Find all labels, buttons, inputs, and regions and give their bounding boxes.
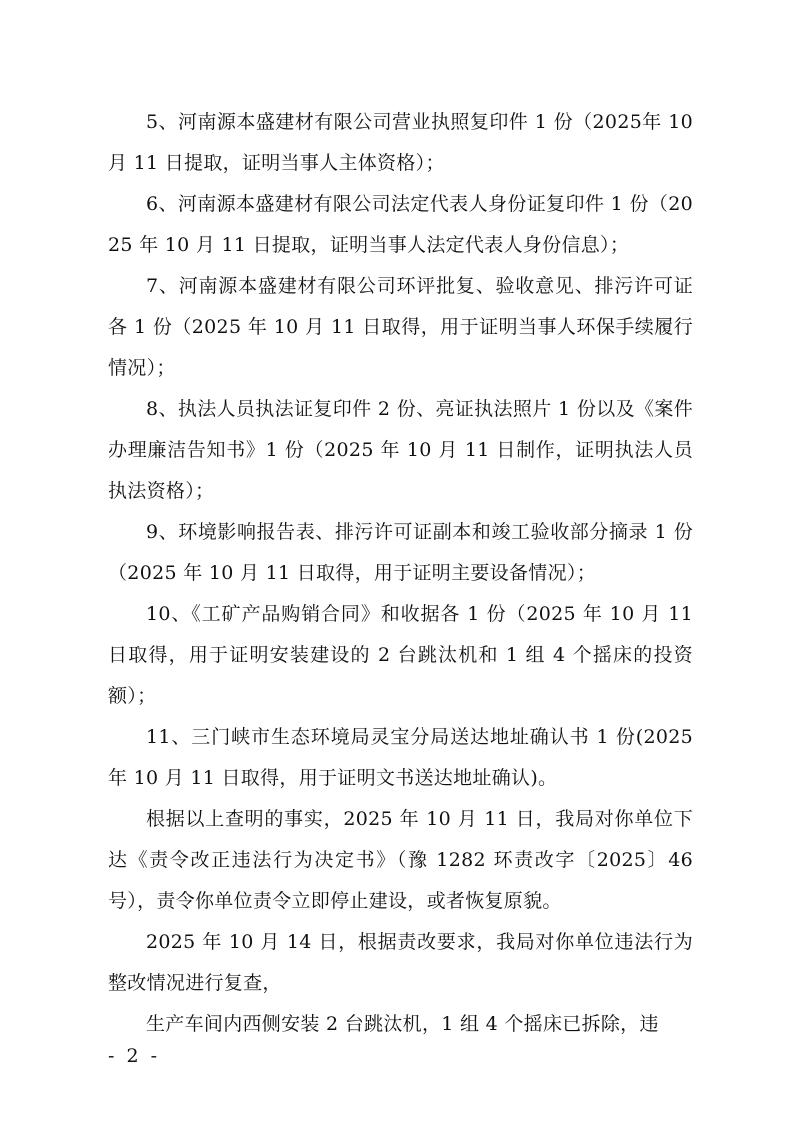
findings-paragraph: 根据以上查明的事实，2025 年 10 月 11 日，我局对你单位下达《责令改正违法行为决定书》（豫 1282 环责改字〔2025〕46 号），责令你单位责令立即停止建设，或者恢复原貌。 [108,808,693,912]
evidence-item-7: 7、河南源本盛建材有限公司环评批复、验收意见、排污许可证各 1 份（2025 年 10 月 11 日取得，用于证明当事人环保手续履行情况）； [108,275,693,379]
evidence-item-10: 10、《工矿产品购销合同》和收据各 1 份（2025 年 10 月 11 日取得，用于证明安装建设的 2 台跳汰机和 1 组 4 个摇床的投资额）； [108,603,693,707]
evidence-item-6: 6、河南源本盛建材有限公司法定代表人身份证复印件 1 份（2025 年 10 月 11 日提取，证明当事人法定代表人身份信息）； [108,193,693,256]
evidence-item-8: 8、执法人员执法证复印件 2 份、亮证执法照片 1 份以及《案件办理廉洁告知书》1 份（2025 年 10 月 11 日制作，证明执法人员执法资格）； [108,398,693,502]
evidence-item-9: 9、环境影响报告表、排污许可证副本和竣工验收部分摘录 1 份（2025 年 10 月 11 日取得，用于证明主要设备情况）； [108,521,693,584]
review-paragraph: 2025 年 10 月 14 日，根据责改要求，我局对你单位违法行为整改情况进行复查， [108,931,693,994]
document-body [108,102,693,1045]
evidence-item-5: 5、河南源本盛建材有限公司营业执照复印件 1 份（2025年 10 月 11 日提取，证明当事人主体资格）； [108,111,693,174]
evidence-item-11: 11、三门峡市生态环境局灵宝分局送达地址确认书 1 份(2025 年 10 月 11 日取得，用于证明文书送达地址确认)。 [108,726,693,789]
page-number: - 2 - [108,1045,161,1067]
workshop-paragraph: 生产车间内西侧安装 2 台跳汰机，1 组 4 个摇床已拆除，违 [146,1013,659,1035]
